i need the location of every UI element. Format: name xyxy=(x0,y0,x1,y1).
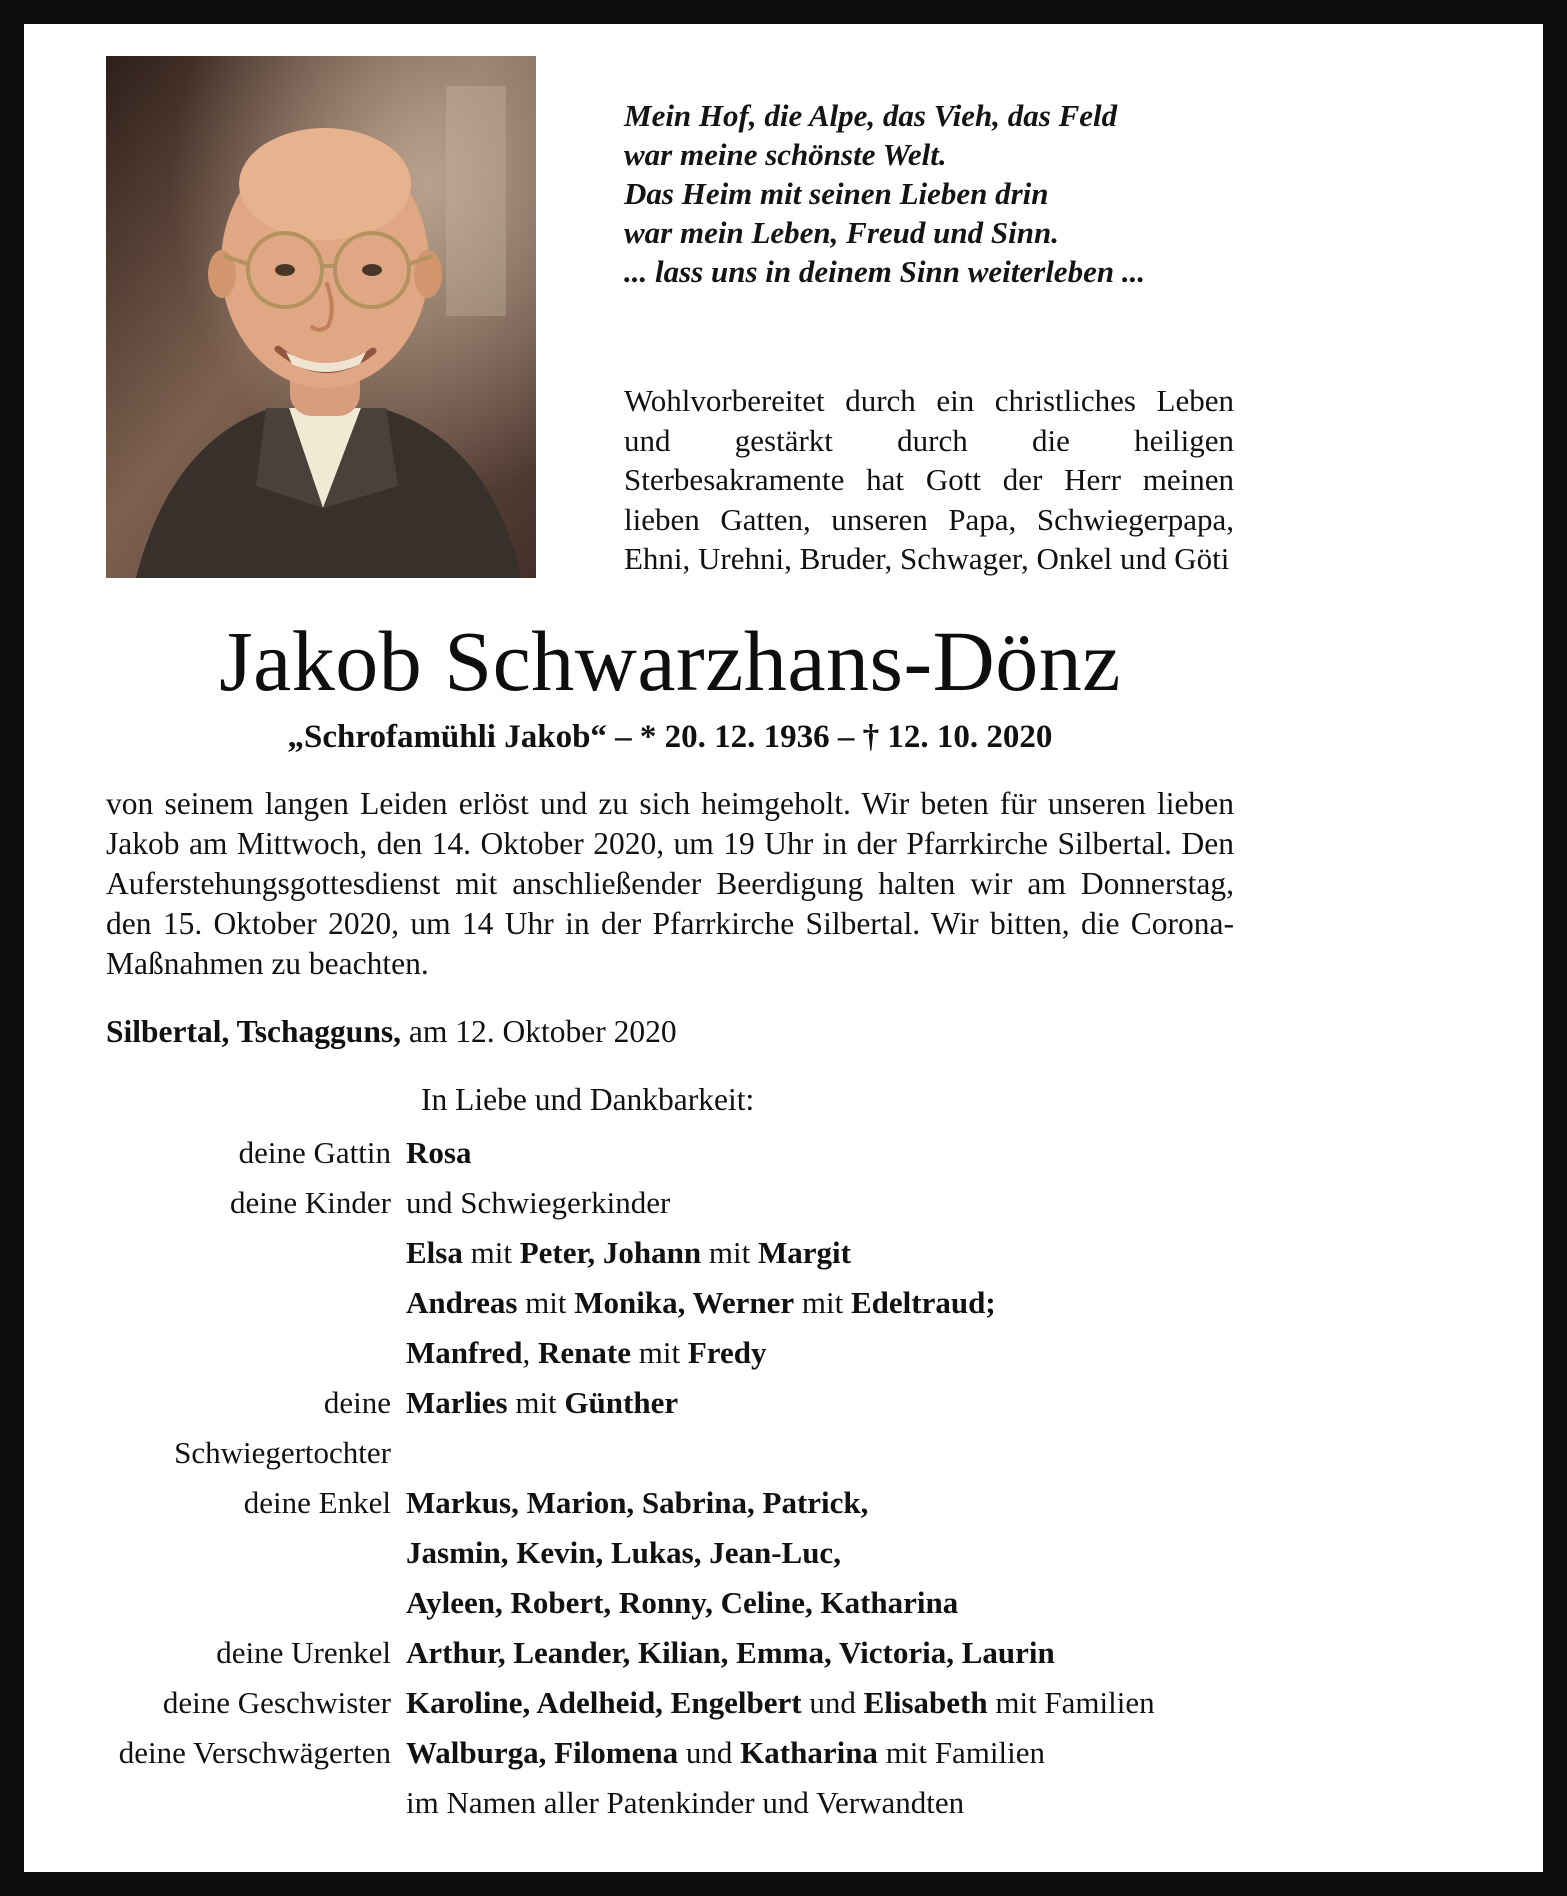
family-row xyxy=(106,1128,1234,1178)
family-role-label: deine Gattin xyxy=(238,1134,391,1170)
family-names: Karoline, Adelheid, Engelbert und Elisabeth mit Familien xyxy=(406,1684,1155,1720)
poem-line: Mein Hof, die Alpe, das Vieh, das Feld xyxy=(624,98,1118,133)
obituary-content xyxy=(106,56,1234,1828)
family-row xyxy=(106,1528,1234,1578)
family-row xyxy=(106,1628,1234,1678)
dateline-date: am 12. Oktober 2020 xyxy=(400,1013,677,1049)
family-names: Walburga, Filomena und Katharina mit Familien xyxy=(406,1734,1045,1770)
poem xyxy=(624,96,1234,291)
family-role-label xyxy=(106,1278,406,1328)
family-role-label: deine Enkel xyxy=(243,1484,391,1520)
family-row xyxy=(106,1678,1234,1728)
family-row xyxy=(106,1328,1234,1378)
family-list xyxy=(106,1128,1234,1828)
family-names: Markus, Marion, Sabrina, Patrick, xyxy=(406,1484,869,1520)
family-names: und Schwiegerkinder xyxy=(406,1184,671,1220)
dateline xyxy=(106,1012,1234,1052)
family-role-label: deine Urenkel xyxy=(216,1634,391,1670)
poem-line: war meine schönste Welt. xyxy=(624,137,947,172)
family-names: Elsa mit Peter, Johann mit Margit xyxy=(406,1234,851,1270)
gratitude-line: In Liebe und Dankbarkeit: xyxy=(421,1081,755,1117)
family-names: im Namen aller Patenkinder und Verwandten xyxy=(406,1784,965,1820)
header-section xyxy=(106,56,1234,579)
family-role-label xyxy=(106,1328,406,1378)
family-role-label xyxy=(106,1578,406,1628)
family-row xyxy=(106,1228,1234,1278)
family-row xyxy=(106,1728,1234,1778)
obituary-inner xyxy=(24,24,1543,1872)
portrait-photo-illustration xyxy=(106,56,536,578)
deceased-subtitle: „Schrofamühli Jakob“ – * 20. 12. 1936 – † 12. 10. 2020 xyxy=(287,718,1053,755)
family-row xyxy=(106,1578,1234,1628)
family-names: Manfred, Renate mit Fredy xyxy=(406,1334,767,1370)
poem-line: war mein Leben, Freud und Sinn. xyxy=(624,215,1059,250)
family-names: Ayleen, Robert, Ronny, Celine, Katharina xyxy=(406,1584,959,1620)
family-role-label: deine Kinder xyxy=(230,1184,391,1220)
family-role-label xyxy=(106,1528,406,1578)
family-names: Arthur, Leander, Kilian, Emma, Victoria, Laurin xyxy=(406,1634,1055,1670)
family-role-label: deine Schwiegertochter xyxy=(174,1384,391,1470)
portrait-photo xyxy=(106,56,536,578)
family-names: Marlies mit Günther xyxy=(406,1384,679,1420)
family-role-label: deine Geschwister xyxy=(162,1684,391,1720)
family-row xyxy=(106,1478,1234,1528)
family-role-label xyxy=(106,1778,406,1828)
announcement-paragraph: von seinem langen Leiden erlöst und zu sich heimgeholt. Wir beten für unseren lieben Jakob am Mittwoch, den 14. Oktober 2020, um 19 Uhr in der Pfarrkirche Silbertal. Den Auferstehungsgottesdienst mit anschließender Beerdigung halten wir am Donnerstag, den 15. Oktober 2020, um 14 Uhr in der Pfarrkirche Silbertal. Wir bitten, die Corona-Maßnahmen zu beachten. xyxy=(106,785,1234,981)
family-names: Rosa xyxy=(406,1134,472,1170)
poem-line: Das Heim mit seinen Lieben drin xyxy=(624,176,1049,211)
family-row xyxy=(106,1278,1234,1328)
deceased-name: Jakob Schwarzhans-Dönz xyxy=(219,612,1121,709)
dateline-places: Silbertal, Tschagguns, xyxy=(106,1013,401,1049)
intro-paragraph: Wohlvorbereitet durch ein christliches Leben und gestärkt durch die heiligen Sterbesakramente hat Gott der Herr meinen lieben Gatten, unseren Papa, Schwiegerpapa, Ehni, Urehni, Bruder, Schwager, Onkel und Göti xyxy=(624,383,1234,576)
poem-line: ... lass uns in deinem Sinn weiterleben ... xyxy=(624,254,1146,289)
header-right-column xyxy=(624,56,1234,579)
family-row xyxy=(106,1378,1234,1478)
family-row xyxy=(106,1778,1234,1828)
family-row xyxy=(106,1178,1234,1228)
family-names: Jasmin, Kevin, Lukas, Jean-Luc, xyxy=(406,1534,841,1570)
family-names: Andreas mit Monika, Werner mit Edeltraud; xyxy=(406,1284,996,1320)
family-role-label xyxy=(106,1228,406,1278)
family-role-label: deine Verschwägerten xyxy=(118,1734,391,1770)
